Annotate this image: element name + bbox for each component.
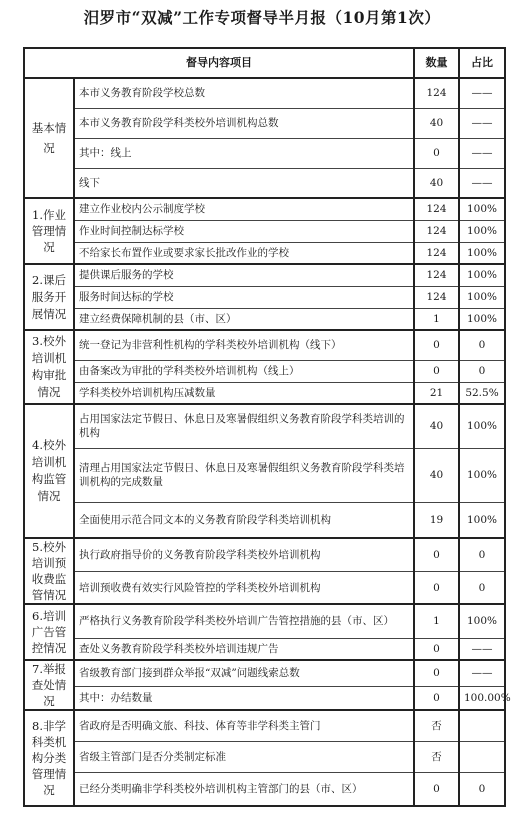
row-item: 不给家长布置作业或要求家长批改作业的学校 <box>74 242 414 264</box>
table-row <box>24 741 505 772</box>
row-item: 省政府是否明确文旅、科技、体育等非学科类主管门 <box>74 710 414 741</box>
table-row <box>24 168 505 198</box>
row-ratio: —— <box>459 138 505 168</box>
section-label: 5.校外培训预收费监管情况 <box>24 538 74 604</box>
row-item: 建立经费保障机制的县（市、区） <box>74 308 414 330</box>
row-ratio: 0 <box>459 772 505 806</box>
row-count: 0 <box>414 330 459 360</box>
row-ratio: 100% <box>459 286 505 308</box>
row-ratio: 52.5% <box>459 382 505 404</box>
row-item: 由备案改为审批的学科类校外培训机构（线上） <box>74 360 414 382</box>
row-count: 0 <box>414 638 459 660</box>
table-row <box>24 382 505 404</box>
row-ratio: —— <box>459 168 505 198</box>
table-row <box>24 686 505 710</box>
table-row <box>24 710 505 741</box>
row-count: 40 <box>414 404 459 448</box>
row-item: 清理占用国家法定节假日、休息日及寒暑假组织义务教育阶段学科类培训机构的完成数量 <box>74 448 414 502</box>
row-count: 124 <box>414 220 459 242</box>
row-item: 其中：线上 <box>74 138 414 168</box>
row-count: 21 <box>414 382 459 404</box>
table-row <box>24 772 505 806</box>
row-item: 本市义务教育阶段学校总数 <box>74 78 414 108</box>
table-row <box>24 360 505 382</box>
row-count: 否 <box>414 741 459 772</box>
table-row <box>24 286 505 308</box>
row-item: 统一登记为非营利性机构的学科类校外培训机构（线下） <box>74 330 414 360</box>
section-label: 基本情况 <box>24 78 74 198</box>
section-label: 8.非学科类机构分类管理情况 <box>24 710 74 806</box>
row-ratio: —— <box>459 638 505 660</box>
page-title: 汨罗市“双减”工作专项督导半月报（10月第1次） <box>83 8 441 27</box>
row-item: 查处义务教育阶段学科类校外培训违规广告 <box>74 638 414 660</box>
row-ratio: 100% <box>459 220 505 242</box>
header-content: 督导内容项目 <box>24 48 414 78</box>
row-item: 省级主管部门是否分类制定标准 <box>74 741 414 772</box>
row-item: 占用国家法定节假日、休息日及寒暑假组织义务教育阶段学科类培训的机构 <box>74 404 414 448</box>
row-count: 40 <box>414 168 459 198</box>
row-item: 省级教育部门接到群众举报“双减”问题线索总数 <box>74 660 414 686</box>
header-count: 数量 <box>414 48 459 78</box>
row-ratio: —— <box>459 108 505 138</box>
row-item: 其中：办结数量 <box>74 686 414 710</box>
table-row <box>24 138 505 168</box>
table-row <box>24 604 505 638</box>
row-count: 否 <box>414 710 459 741</box>
table-row <box>24 242 505 264</box>
section-label: 6.培训广告管控情况 <box>24 604 74 660</box>
row-count: 0 <box>414 686 459 710</box>
row-ratio: 100% <box>459 502 505 538</box>
row-item: 学科类校外培训机构压减数量 <box>74 382 414 404</box>
row-item: 建立作业校内公示制度学校 <box>74 198 414 220</box>
row-count: 19 <box>414 502 459 538</box>
section-label: 7.举报查处情况 <box>24 660 74 710</box>
row-ratio: 0 <box>459 572 505 605</box>
table-row <box>24 404 505 448</box>
table-row <box>24 220 505 242</box>
table-row <box>24 572 505 605</box>
table-row <box>24 502 505 538</box>
row-item: 已经分类明确非学科类校外培训机构主管部门的县（市、区） <box>74 772 414 806</box>
row-item: 提供课后服务的学校 <box>74 264 414 286</box>
table-row <box>24 448 505 502</box>
row-count: 124 <box>414 264 459 286</box>
header-ratio: 占比 <box>459 48 505 78</box>
row-count: 40 <box>414 108 459 138</box>
table-row <box>24 264 505 286</box>
row-ratio: —— <box>459 660 505 686</box>
table-row <box>24 78 505 108</box>
table-row <box>24 638 505 660</box>
row-item: 本市义务教育阶段学科类校外培训机构总数 <box>74 108 414 138</box>
report-table <box>23 47 511 807</box>
table-row <box>24 108 505 138</box>
row-ratio: —— <box>459 78 505 108</box>
row-ratio: 100% <box>459 308 505 330</box>
row-ratio: 100% <box>459 604 505 638</box>
row-ratio: 100% <box>459 404 505 448</box>
row-count: 124 <box>414 242 459 264</box>
table-row <box>24 660 505 686</box>
header-row <box>24 48 505 78</box>
row-ratio: 100% <box>459 242 505 264</box>
row-count: 40 <box>414 448 459 502</box>
row-ratio: 100% <box>459 198 505 220</box>
row-count: 0 <box>414 772 459 806</box>
row-ratio: 0 <box>459 330 505 360</box>
row-ratio: 0 <box>459 538 505 572</box>
row-count: 0 <box>414 572 459 605</box>
row-count: 1 <box>414 308 459 330</box>
row-ratio <box>459 741 505 772</box>
row-count: 0 <box>414 360 459 382</box>
row-count: 124 <box>414 286 459 308</box>
row-count: 124 <box>414 198 459 220</box>
table-row <box>24 330 505 360</box>
row-count: 1 <box>414 604 459 638</box>
section-label: 3.校外培训机构审批情况 <box>24 330 74 404</box>
row-count: 124 <box>414 78 459 108</box>
row-item: 培训预收费有效实行风险管控的学科类校外培训机构 <box>74 572 414 605</box>
row-item: 全面使用示范合同文本的义务教育阶段学科类培训机构 <box>74 502 414 538</box>
row-ratio <box>459 710 505 741</box>
row-item: 作业时间控制达标学校 <box>74 220 414 242</box>
row-ratio: 100% <box>459 264 505 286</box>
table-row <box>24 538 505 572</box>
row-item: 严格执行义务教育阶段学科类校外培训广告管控措施的县（市、区） <box>74 604 414 638</box>
row-ratio: 0 <box>459 360 505 382</box>
table-body <box>24 78 511 806</box>
table-row <box>24 308 505 330</box>
row-ratio: 100.00% <box>459 686 505 710</box>
row-item: 线下 <box>74 168 414 198</box>
row-ratio: 100% <box>459 448 505 502</box>
row-count: 0 <box>414 660 459 686</box>
section-label: 2.课后服务开展情况 <box>24 264 74 330</box>
table-row <box>24 198 505 220</box>
section-label: 4.校外培训机构监管情况 <box>24 404 74 538</box>
row-count: 0 <box>414 538 459 572</box>
row-item: 执行政府指导价的义务教育阶段学科类校外培训机构 <box>74 538 414 572</box>
row-count: 0 <box>414 138 459 168</box>
row-item: 服务时间达标的学校 <box>74 286 414 308</box>
section-label: 1.作业管理情况 <box>24 198 74 264</box>
